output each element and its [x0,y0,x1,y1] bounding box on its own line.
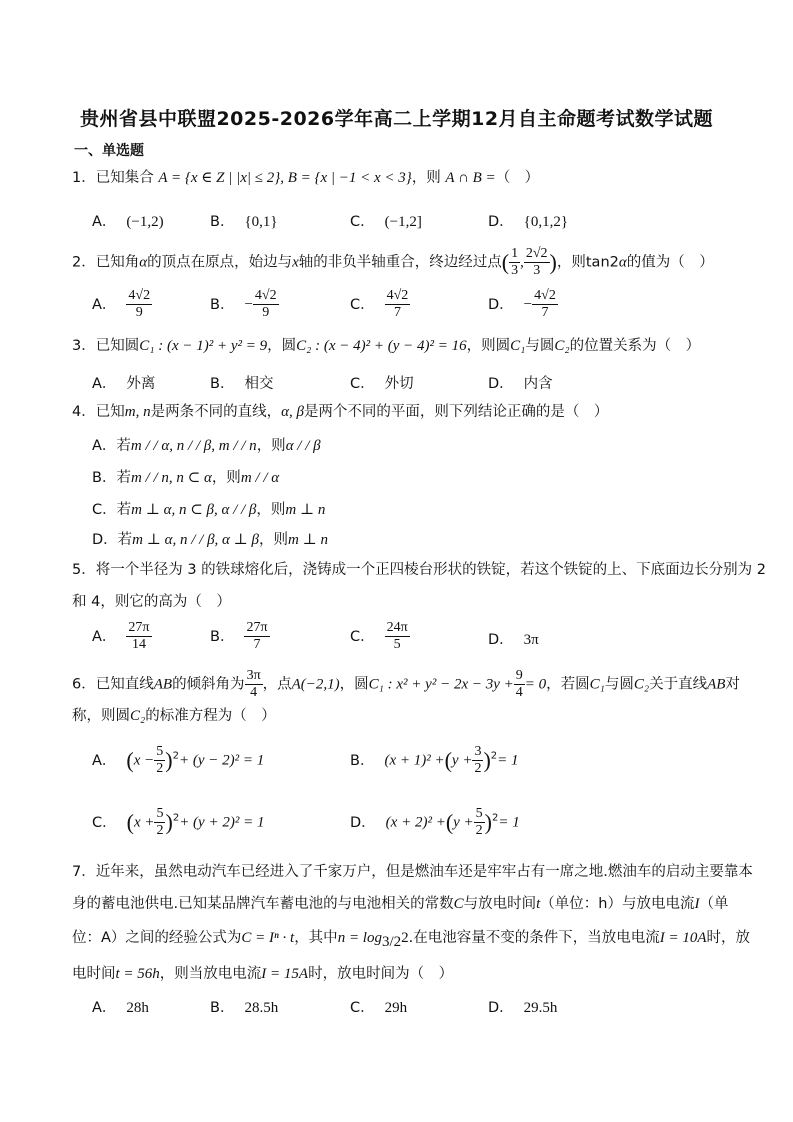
question-7-stem-line1: 7．近年来，虽然电动汽车已经进入了千家万户，但是燃油车还是牢牢占有一席之地.燃油车的启动主要靠本 [72,864,753,880]
q3-option-c[interactable]: C． 外切 [350,376,414,392]
q2-option-a[interactable]: A． $\frac{4√2}{9}$ [92,288,151,320]
q7-option-b[interactable]: B． 28.5h [210,1000,279,1016]
set-expression: A = {x ∈ Z | |x| ≤ 2}, B = {x | −1 < x < 3} [158,170,412,186]
q4-option-a[interactable]: A．若m / / α, n / / β, m / / n，则α / / β [92,438,321,454]
q1-option-c[interactable]: C． (−1,2] [350,214,422,230]
exam-title: 贵州省县中联盟2025-2026学年高二上学期12月自主命题考试数学试题 [79,108,714,130]
q6-option-a[interactable]: A． (x − $\frac{5}{2}$ )$^2$+ (y − 2)² = 1 [92,744,265,776]
q4-option-c[interactable]: C．若m ⊥ α, n ⊂ β, α / / β，则m ⊥ n [92,502,326,518]
q3-option-d[interactable]: D． 内含 [488,376,553,392]
q2-option-b[interactable]: B． − $\frac{4√2}{9}$ [210,288,277,320]
q1-option-d[interactable]: D． {0,1,2} [488,214,569,230]
question-1-stem: 1．已知集合 A = {x ∈ Z | |x| ≤ 2}, B = {x | −1 < x < 3}，则 A ∩ B =（ ） [72,170,540,186]
q3-option-b[interactable]: B． 相交 [210,376,274,392]
q6-option-d[interactable]: D． (x + 2)² +(y + $\frac{5}{2}$ )$^2$= 1 [350,806,520,838]
question-6-stem-line1: 6．已知直线AB的倾斜角为 $\frac{3\pi}{4}$ ，点A(−2,1)，圆C₁ : x² + y² − 2x − 3y + $\frac{9}{4}$ = 0，若圆C₁与圆C₂关于直线AB对 [72,668,740,700]
q1-option-b[interactable]: B． {0,1} [210,214,278,230]
section-heading: 一、单选题 [74,143,144,159]
question-6-stem-line2: 称，则圆C₂的标准方程为（ ） [72,708,276,724]
question-5-stem-line2: 和 4，则它的高为（ ） [72,594,231,610]
q5-option-d[interactable]: D． 3π [488,632,539,648]
question-4-stem: 4．已知m, n是两条不同的直线，α, β是两个不同的平面，则下列结论正确的是（ ） [72,404,609,420]
question-7-stem-line4: 电时间t = 56h，则当放电电流I = 15A时，放电时间为（ ） [72,966,454,982]
question-7-stem-line2: 身的蓄电池供电.已知某品牌汽车蓄电池的与电池相关的常数C与放电时间t（单位：h）与放电电流I（单 [72,896,729,912]
q4-option-d[interactable]: D．若m ⊥ α, n / / β, α ⊥ β，则m ⊥ n [92,532,328,548]
q7-option-d[interactable]: D． 29.5h [488,1000,558,1016]
q3-option-a[interactable]: A． 外离 [92,376,156,392]
q5-option-c[interactable]: C． $\frac{24\pi}{5}$ [350,620,408,652]
q1-option-a[interactable]: A． (−1,2) [92,214,164,230]
question-2-stem: 2．已知角α的顶点在原点，始边与x轴的非负半轴重合，终边经过点( $\frac{1}{3}$ , $\frac{2√2}{3}$ )，则tan2α的值为（ ） [72,246,714,278]
q6-option-b[interactable]: B． (x + 1)² +(y + $\frac{3}{2}$ )$^2$= 1 [350,744,519,776]
q5-option-a[interactable]: A． $\frac{27\pi}{14}$ [92,620,150,652]
q2-option-c[interactable]: C． $\frac{4√2}{7}$ [350,288,409,320]
question-3-stem: 3．已知圆C₁ : (x − 1)² + y² = 9，圆C₂ : (x − 4)² + (y − 4)² = 16，则圆C₁与圆C₂的位置关系为（ ） [72,338,701,354]
q2-option-d[interactable]: D． − $\frac{4√2}{7}$ [488,288,556,320]
q6-option-c[interactable]: C． (x + $\frac{5}{2}$ )$^2$+ (y + 2)² = 1 [92,806,265,838]
intersection-expression: A ∩ B = [445,170,496,186]
q4-option-b[interactable]: B．若m / / n, n ⊂ α，则m / / α [92,470,280,486]
question-7-stem-line3: 位：A）之间的经验公式为C = Iⁿ · t，其中$n = \log_{3/2}2$.在电池容量不变的条件下，当放电电流I = 10A时，放 [72,930,751,950]
q7-option-a[interactable]: A． 28h [92,1000,149,1016]
q5-option-b[interactable]: B． $\frac{27\pi}{7}$ [210,620,268,652]
question-5-stem-line1: 5．将一个半径为 3 的铁球熔化后，浇铸成一个正四棱台形状的铁锭，若这个铁锭的上、下底面边长分别为 2 [72,562,767,578]
q7-option-c[interactable]: C． 29h [350,1000,408,1016]
